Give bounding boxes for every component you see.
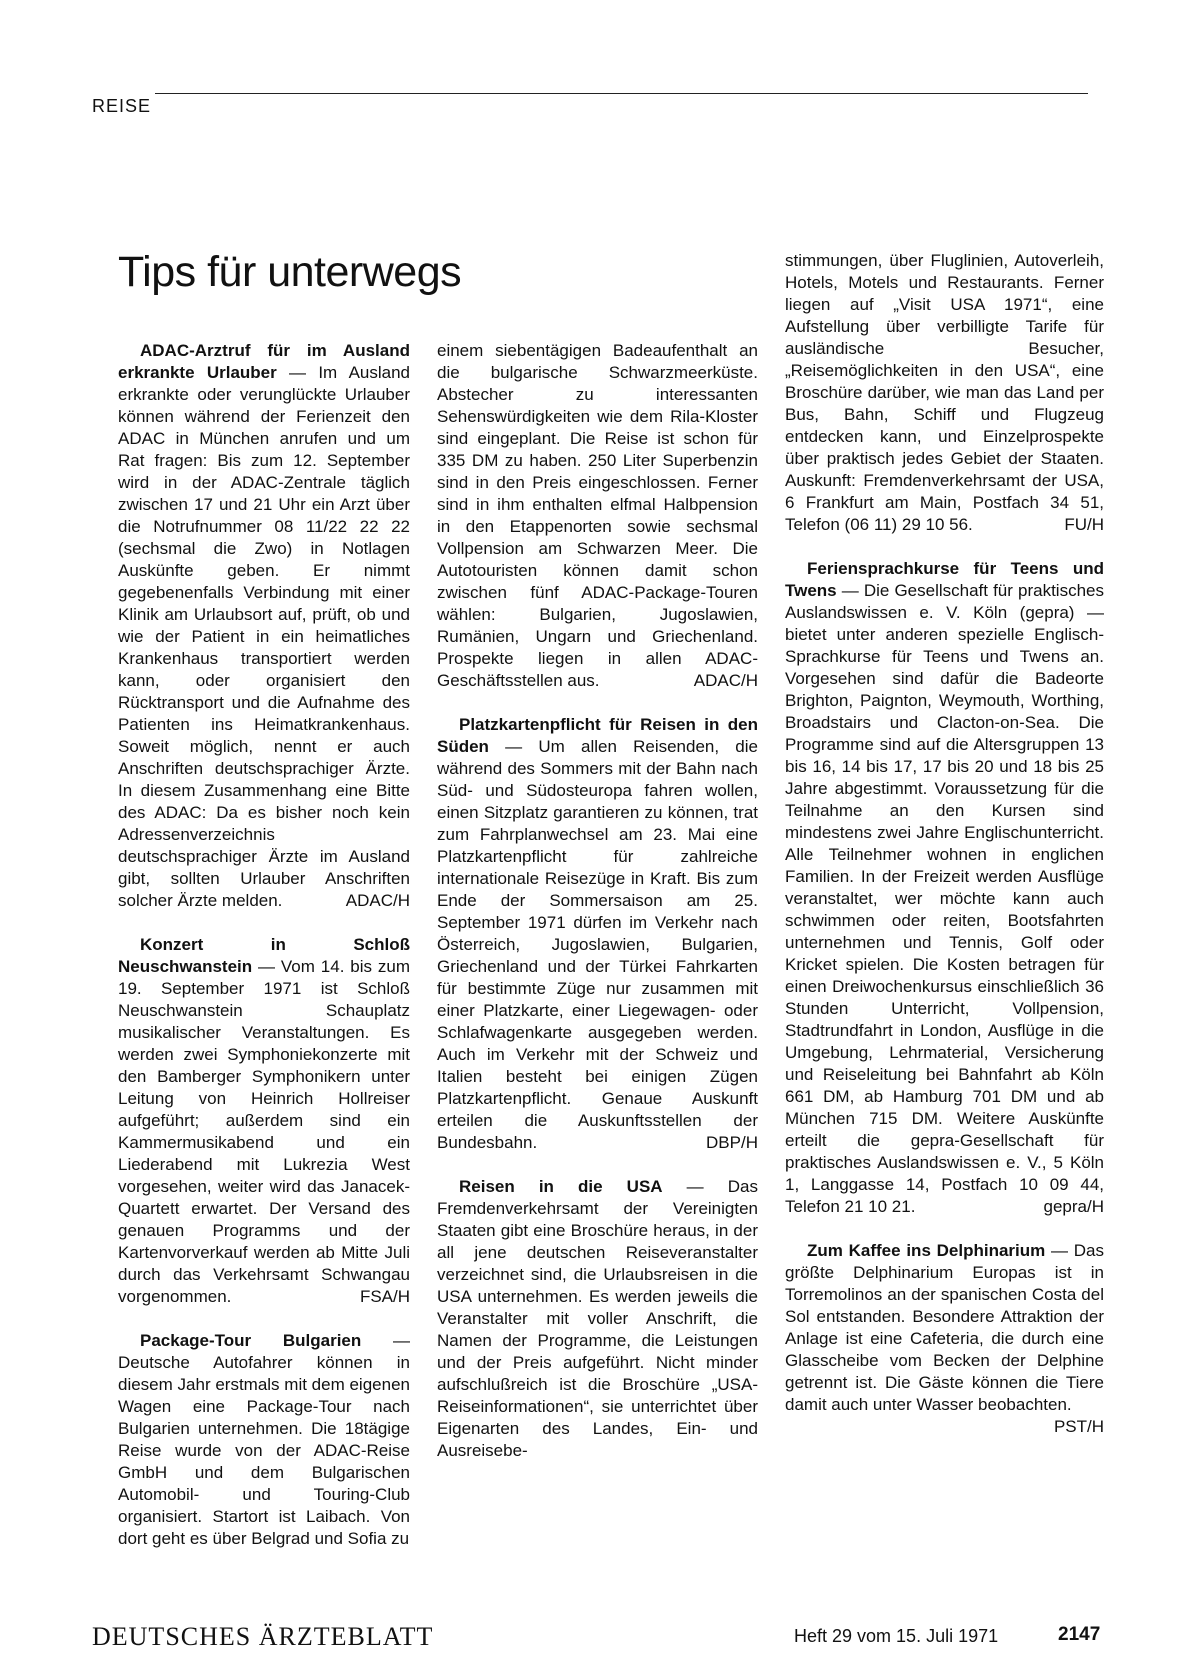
column-3	[785, 250, 1104, 1438]
article-body: — Um allen Reisenden, die während des Sommers mit der Bahn nach Süd- und Südosteuropa fahren wollen, einen Sitzplatz garantieren zu können, trat zum Fahrplanwechsel am 23. Mai eine Platzkartenpflicht für zahlreiche internationale Reisezüge in Kraft. Bis zum Ende der Sommersaison am 25. September 1971 dürfen im Verkehr nach Österreich, Jugoslawien, Bulgarien, Griechenland und der Türkei Fahrkarten für bestimmte Züge nur zusammen mit einer Platzkarte, einer Liegewagen- oder Schlafwagenkarte ausgegeben werden. Auch im Verkehr mit der Schweiz und Italien besteht bei einigen Zügen Platzkartenpflicht. Genaue Auskunft erteilen die Auskunftsstellen der Bundesbahn.	[437, 737, 758, 1152]
article-body: — Die Gesellschaft für praktisches Auslandswissen e. V. Köln (gepra) — bietet unter anderen spezielle Englisch-Sprachkurse für Teens und Twens an. Vorgesehen sind dafür die Badeorte Brighton, Paignton, Weymouth, Worthing, Broadstairs und Clacton-on-Sea. Die Programme sind auf die Altersgruppen 13 bis 16, 14 bis 17, 17 bis 20 und 18 bis 25 Jahre abgestimmt. Voraussetzung für die Teilnahme an den Kursen sind mindestens zwei Jahre Englischunterricht. Alle Teilnehmer wohnen in englichen Familien. In der Freizeit werden Ausflüge veranstaltet, wer möchte kann auch schwimmen oder reiten, Bootsfahrten unternehmen und Tennis, Golf oder Kricket spielen. Die Kosten betragen für einen Dreiwochenkursus einschließlich 36 Stunden Unterricht, Vollpension, Stadtrundfahrt in London, Ausflüge in die Umgebung, Lehrmaterial, Versicherung und Reiseleitung bei Bahnfahrt ab Köln 661 DM, ab Hamburg 701 DM und ab München 715 DM. Weitere Auskünfte erteilt die gepra-Gesellschaft für praktisches Auslandswissen e. V., 5 Köln 1, Langgasse 14, Postfach 10 09 44, Telefon 21 10 21.	[785, 581, 1104, 1216]
footer-page-number: 2147	[1058, 1624, 1101, 1645]
article-signature: ADAC/H	[693, 671, 758, 690]
page-title: Tips für unterwegs	[118, 248, 462, 296]
article-body: — Im Ausland erkrankte oder verunglückte Urlauber können während der Ferienzeit den ADAC in München anrufen und um Rat fragen: Bis zum 12. September wird in der ADAC-Zentrale täglich zwischen 17 und 21 Uhr ein Arzt über die Notrufnummer 08 11/22 22 22 (sechsmal die Zwo) in Notlagen Auskünfte geben. Er nimmt gegebenenfalls Verbindung mit einer Klinik am Urlaubsort auf, prüft, ob und wie der Patient in ein heimatliches Krankenhaus transportiert werden kann, oder organisiert den Rücktransport und die Aufnahme des Patienten ins Heimatkrankenhaus. Soweit möglich, nennt er auch Anschriften deutschsprachiger Ärzte. In diesem Zusammenhang eine Bitte des ADAC: Da es bisher noch kein Adressenverzeichnis deutschsprachiger Ärzte im Ausland gibt, sollten Urlauber Anschriften solcher Ärzte melden.	[118, 363, 410, 910]
article-signature: FSA/H	[359, 1287, 410, 1306]
footer-masthead: DEUTSCHES ÄRZTEBLATT	[92, 1622, 434, 1651]
article-body: — Vom 14. bis zum 19. September 1971 ist Schloß Neuschwanstein Schauplatz musikalischer Veranstaltungen. Es werden zwei Symphoniekonzerte mit den Bamberger Symphonikern unter Leitung von Heinrich Hollreiser aufgeführt; außerdem sind ein Kammermusikabend und ein Liederabend mit Lukrezia West vorgesehen, weiter wird das Janacek-Quartett erwartet. Der Versand des genauen Programms und der Kartenvorverkauf werden ab Mitte Juli durch das Verkehrsamt Schwangau vorgenommen.	[118, 957, 410, 1306]
article-headline: Konzert in Schloß Neuschwanstein	[118, 935, 410, 976]
article-feriensprachkurse	[785, 558, 1104, 1218]
footer-issue: Heft 29 vom 15. Juli 1971	[794, 1626, 999, 1646]
article-headline: Platzkartenpflicht für Reisen in den Süden	[437, 715, 758, 756]
article-headline: Feriensprachkurse für Teens und Twens	[785, 559, 1104, 600]
article-signature: ADAC/H	[345, 891, 410, 910]
article-body: einem siebentägigen Badeaufenthalt an die bulgarische Schwarzmeerküste. Abstecher zu interessanten Sehenswürdigkeiten wie dem Rila-Kloster sind eingeplant. Die Reise ist schon für 335 DM zu haben. 250 Liter Superbenzin sind in den Preis eingeschlossen. Ferner sind in ihm enthalten elfmal Halbpension in den Etappenorten sowie sechsmal Vollpension am Schwarzen Meer. Die Autotouristen können damit schon zwischen fünf ADAC-Package-Touren wählen: Bulgarien, Jugoslawien, Rumänien, Ungarn und Griechenland. Prospekte liegen in allen ADAC-Geschäftsstellen aus.	[437, 341, 758, 690]
article-signature: DBP/H	[706, 1133, 758, 1152]
top-rule	[155, 93, 1088, 94]
column-2	[437, 340, 758, 1484]
article-package-tour-bulgarien	[118, 1330, 410, 1550]
article-platzkartenpflicht	[437, 714, 758, 1154]
article-signature: gepra/H	[1043, 1197, 1104, 1216]
article-adac-arztruf	[118, 340, 410, 912]
article-body: — Deutsche Autofahrer können in diesem Jahr erstmals mit dem eigenen Wagen eine Package-Tour nach Bulgarien unternehmen. Die 18tägige Reise wurde von der ADAC-Reise GmbH und dem Bulgarischen Automobil- und Touring-Club organisiert. Startort ist Laibach. Von dort geht es über Belgrad und Sofia zu	[118, 1331, 410, 1548]
article-headline: Package-Tour Bulgarien	[140, 1331, 362, 1350]
article-headline: ADAC-Arztruf für im Ausland erkrankte Urlauber	[118, 341, 410, 382]
section-label: REISE	[92, 96, 152, 116]
article-konzert-neuschwanstein	[118, 934, 410, 1308]
article-continuation-usa	[785, 250, 1104, 536]
article-delphinarium	[785, 1240, 1104, 1436]
column-1	[118, 340, 410, 1572]
article-headline: Zum Kaffee ins Delphinarium	[807, 1241, 1046, 1260]
article-headline: Reisen in die USA	[459, 1177, 663, 1196]
article-body: stimmungen, über Fluglinien, Autoverleih, Hotels, Motels und Restaurants. Ferner liegen auf „Visit USA 1971“, eine Aufstellung über verbilligte Tarife für ausländische Besucher, „Reisemöglichkeiten in den USA“, eine Broschüre darüber, wie man das Land per Bus, Bahn, Schiff und Flugzeug entdecken kann, und Einzelprospekte über praktisch jedes Gebiet der Staaten. Auskunft: Fremdenverkehrsamt der USA, 6 Frankfurt am Main, Postfach 34 51, Telefon (06 11) 29 10 56.	[785, 251, 1104, 534]
article-continuation-bulgarien	[437, 340, 758, 692]
article-body: — Das größte Delphinarium Europas ist in Torremolinos an der spanischen Costa del Sol entstanden. Besondere Attraktion der Anlage ist eine Cafeteria, die durch eine Glasscheibe vom Becken der Delphine getrennt ist. Die Gäste können die Tiere damit auch unter Wasser beobachten.	[785, 1241, 1104, 1414]
article-signature: PST/H	[1053, 1417, 1104, 1436]
article-body: — Das Fremdenverkehrsamt der Vereinigten Staaten gibt eine Broschüre heraus, in der all jene deutschen Reiseveranstalter verzeichnet sind, die Urlaubsreisen in die USA unternehmen. Es werden jeweils die Veranstalter mit voller Anschrift, die Namen der Programme, die Leistungen und der Preis aufgeführt. Nicht minder aufschlußreich ist die Broschüre „USA-Reiseinformationen“, sie unterrichtet über Eigenarten des Landes, Ein- und Ausreisebe-	[437, 1177, 758, 1460]
article-signature: FU/H	[1064, 515, 1104, 534]
article-reisen-usa	[437, 1176, 758, 1462]
